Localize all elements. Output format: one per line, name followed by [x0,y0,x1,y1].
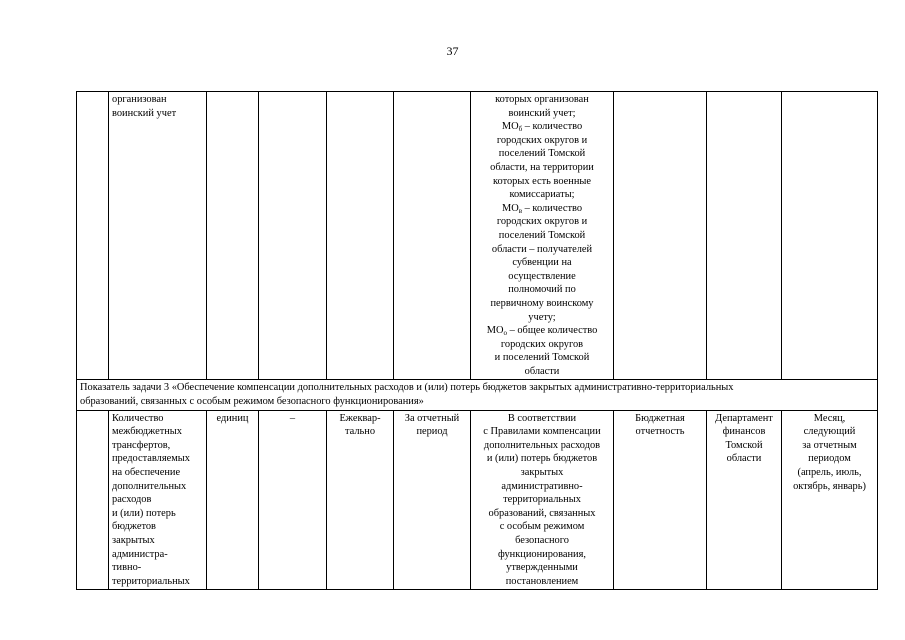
cell-deadline [782,92,878,380]
cell-type [259,92,327,380]
cell-unit: единиц [207,410,259,590]
table-row [77,92,878,380]
cell-unit [207,92,259,380]
page-number: 37 [446,44,459,58]
task-header: Показатель задачи 3 «Обеспечение компенсации дополнительных расходов и (или) потерь бюджетов закрытых административно-территориальных образований, связанных с особым режимом безопасного функционирования» [77,380,878,410]
cell-frequency: Ежеквар- тально [327,410,394,590]
task-header-row [77,380,878,410]
cell-responsible [707,92,782,380]
cell-responsible: Департамент финансов Томской области [707,410,782,590]
cell-source [614,92,707,380]
cell-frequency [327,92,394,380]
cell-indicator-name: Количество межбюджетных трансфертов, предоставляемых на обеспечение дополнительных расходов и (или) потерь бюджетов закрытых администра- тивно- территориальных [109,410,207,590]
cell-deadline: Месяц, следующий за отчетным периодом (апрель, июль, октябрь, январь) [782,410,878,590]
cell-method: которых организован воинский учет; $МО_б$ – количество городских округов и поселений Томской области, на территории которых есть военные комиссариаты; $МО_в$ – количество городских округов и поселений Томской области – получателей субвенции на осуществление полномочий по первичному воинскому учету; $МО_о$ – общее количество городских округов и поселений Томской области [471,92,614,380]
cell-period: За отчетный период [394,410,471,590]
cell-indicator-name: организован воинский учет [109,92,207,380]
cell-type: – [259,410,327,590]
cell-number [77,92,109,380]
cell-period [394,92,471,380]
cell-method: В соответствии с Правилами компенсации дополнительных расходов и (или) потерь бюджетов закрытых административно- территориальных образований, связанных с особым режимом безопасного функционирования, утвержденными постановлением [471,410,614,590]
table-row [77,410,878,590]
indicator-table [76,91,878,590]
cell-number [77,410,109,590]
cell-source: Бюджетная отчетность [614,410,707,590]
